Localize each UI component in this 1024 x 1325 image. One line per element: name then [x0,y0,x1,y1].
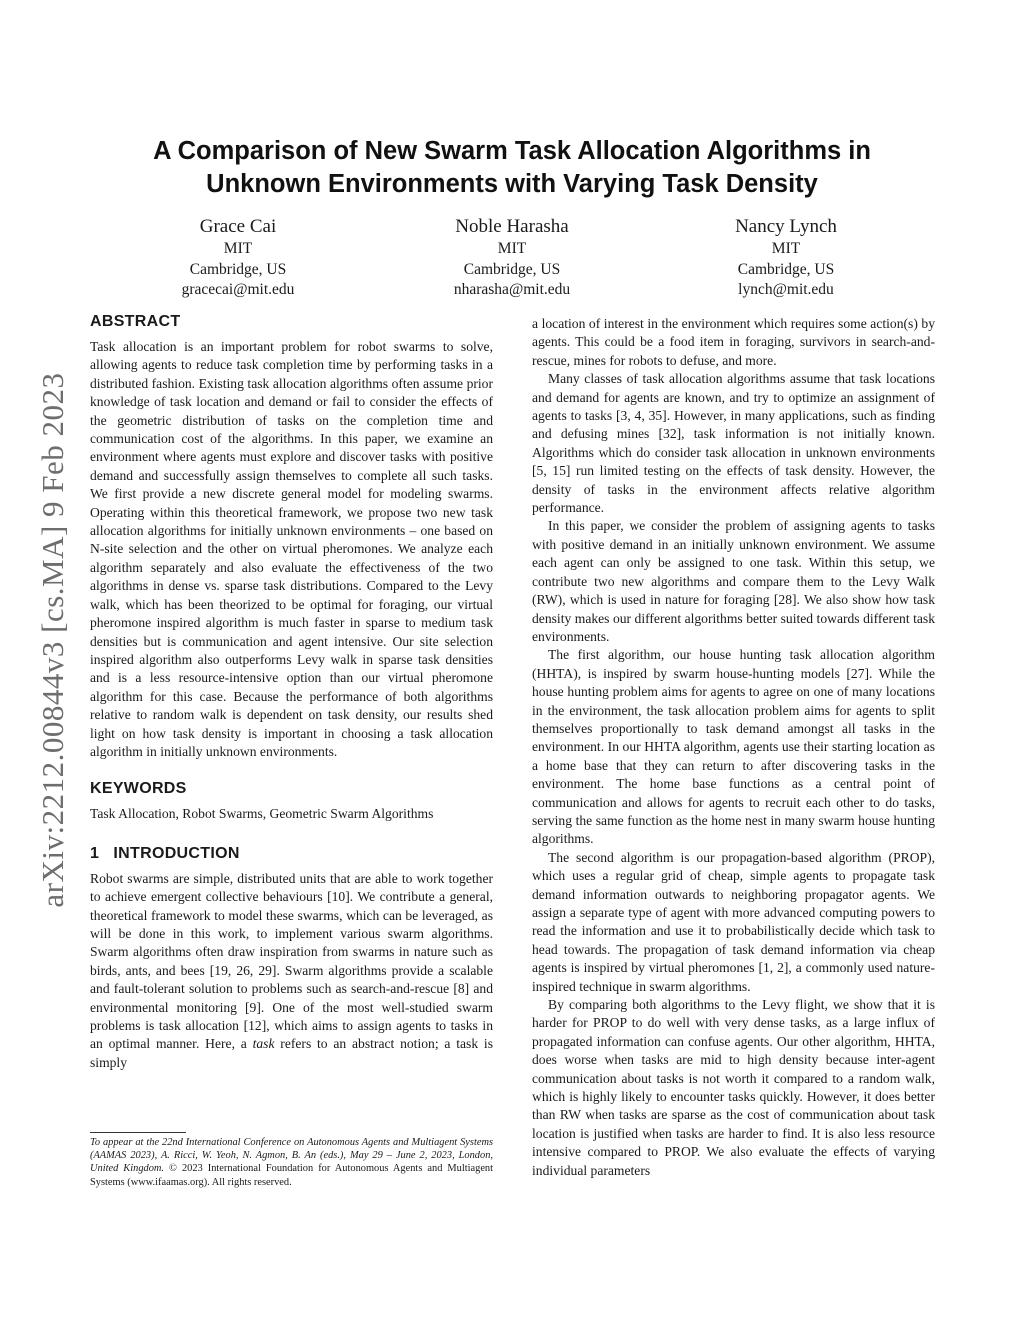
intro-italic-term: task [252,1036,275,1052]
footnote-rule [90,1132,186,1133]
intro-paragraph-5: The second algorithm is our propagation-based algorithm (PROP), which uses a regular grid of cheap, simple agents to propagate task demand information outwards to neighboring propagator agents. We assign a separate type of agent with more advanced computing powers to read the information and use it to probabilistically decide which task to head towards. The propagation of task demand information via cheap agents is inspired by virtual pheromones [1, 2], a commonly used nature-inspired technique in swarm algorithms. [532,849,935,994]
author-name: Nancy Lynch [735,216,837,237]
intro-paragraph-3: In this paper, we consider the problem of assigning agents to tasks with positive demand in an initially unknown environment. We assume each agent can only be assigned to one task. Within this setup, we contribute two new algorithms and compare them to the Levy Walk (RW), which is used in nature for foraging [28]. We also show how task density makes our different algorithms better suited towards different task environments. [532,518,935,644]
author-name: Noble Harasha [455,216,569,237]
author-block-3 [656,215,916,301]
intro-text-part-2: refers to an abstract notion; a task is simply [90,1036,493,1070]
right-column [532,315,935,1180]
paper-title [100,135,924,201]
author-location: Cambridge, US [463,260,561,278]
author-email: nharasha@mit.edu [453,281,571,298]
author-name: Grace Cai [199,216,277,237]
keywords-heading: KEYWORDS [90,780,187,798]
keywords-text: Task Allocation, Robot Swarms, Geometric Swarm Algorithms [90,806,434,822]
title-line-2: Unknown Environments with Varying Task Density [206,170,818,198]
author-email: lynch@mit.edu [738,281,834,298]
abstract-heading: ABSTRACT [90,313,181,330]
author-email: gracecai@mit.edu [181,281,295,298]
intro-text-part-1: Robot swarms are simple, distributed units that are able to work together to achieve emergent collective behaviours [10]. We contribute a general, theoretical framework to model these swarms, which can be leveraged, as will be done in this work, to implement various swarm algorithms. Swarm algorithms often draw inspiration from swarms in nature such as birds, ants, and bees [19, 26, 29]. Swarm algorithms provide a scalable and fault-tolerant solution to problems such as search-and-rescue [8] and environmental monitoring [9]. One of the most well-studied swarm problems is task allocation [12], which aims to assign agents to tasks in an optimal manner. Here, a [90,870,493,1052]
author-affiliation: MIT [223,240,253,257]
author-block-2 [382,215,642,301]
copyright-footnote [90,1136,493,1189]
author-affiliation: MIT [771,240,801,257]
introduction-paragraph-1 [90,870,493,1072]
title-line-1: A Comparison of New Swarm Task Allocation Algorithms in [153,137,871,165]
introduction-heading: 1 INTRODUCTION [90,844,240,862]
footnote-venue: To appear at the 22nd International Conference on Autonomous Agents and Multiagent Systems (AAMAS 2023), A. Ricci, W. Yeoh, N. Agmon, B. An (eds.), May 29 – June 2, 2023, London, United Kingdom. [90,1137,493,1175]
author-block-1 [108,215,368,301]
intro-paragraph-6: By comparing both algorithms to the Levy flight, we show that it is harder for PROP to do well with very dense tasks, as a large influx of propagated information can confuse agents. Our other algorithm, HHTA, does worse when tasks are mid to high density because inter-agent communication about tasks is not worth it compared to a random walk, which is highly likely to encounter tasks quickly. However, it does better than RW when tasks are sparse as the cost of communication about task location is justified when tasks are harder to find. It is also less resource intensive compared to PROP. We also evaluate the effects of varying individual parameters [532,997,935,1178]
left-column [90,312,493,1072]
footnote-copyright: © 2023 International Foundation for Autonomous Agents and Multiagent Systems (www.ifaamas.org). All rights reserved. [90,1163,494,1188]
author-location: Cambridge, US [189,260,287,278]
intro-paragraph-2: Many classes of task allocation algorithms assume that task locations and demand for agents are known, and try to optimize an assignment of agents to tasks [3, 4, 35]. However, in many applications, such as finding and defusing mines [32], task information is not initially known. Algorithms which do consider task allocation in unknown environments [5, 15] run limited testing on the effects of task density. However, the density of tasks in the environment affects relative algorithm performance. [532,371,935,516]
intro-paragraph-4: The first algorithm, our house hunting task allocation algorithm (HHTA), is inspired by swarm house-hunting models [27]. While the house hunting problem aims for agents to agree on one of many locations in the environment, the task allocation problem aims for agents to split themselves proportionally to task demand amongst all tasks in the environment. In our HHTA algorithm, agents use their starting location as a home base that they can return to after discovering tasks in the environment. The home base functions as a central point of communication and allows for agents to recruit each other to do tasks, serving the same function as the home nest in many swarm house hunting algorithms. [532,647,935,847]
author-location: Cambridge, US [737,260,835,278]
author-affiliation: MIT [497,240,527,257]
intro-paragraph-continued: a location of interest in the environment which requires some action(s) by agents. This could be a food item in foraging, survivors in search-and-rescue, mines for robots to defuse, and more. [532,316,935,368]
arxiv-identifier-stamp: arXiv:2212.00844v3 [cs.MA] 9 Feb 2023 [35,372,70,908]
abstract-text: Task allocation is an important problem for robot swarms to solve, allowing agents to reduce task completion time by performing tasks in a distributed fashion. Existing task allocation algorithms often assume prior knowledge of task location and demand or fail to consider the effects of the geometric distribution of tasks on the completion time and communication cost of the algorithms. In this paper, we examine an environment where agents must explore and discover tasks with positive demand and successfully assign themselves to complete all such tasks. We first provide a new discrete general model for modeling swarms. Operating within this theoretical framework, we propose two new task allocation algorithms for initially unknown environments – one based on N-site selection and the other on virtual pheromones. We analyze each algorithm separately and also evaluate the effectiveness of the two algorithms in dense vs. sparse task distributions. Compared to the Levy walk, which has been theorized to be optimal for foraging, our virtual pheromone inspired algorithm is much faster in sparse to medium task densities but is communication and agent intensive. Our site selection inspired algorithm also outperforms Levy walk in sparse task densities and is a less resource-intensive option than our virtual pheromone algorithm for this case. Because the performance of both algorithms relative to random walk is dependent on task density, our results shed light on how task density is important in choosing a task allocation algorithm in initially unknown environments. [90,339,493,759]
